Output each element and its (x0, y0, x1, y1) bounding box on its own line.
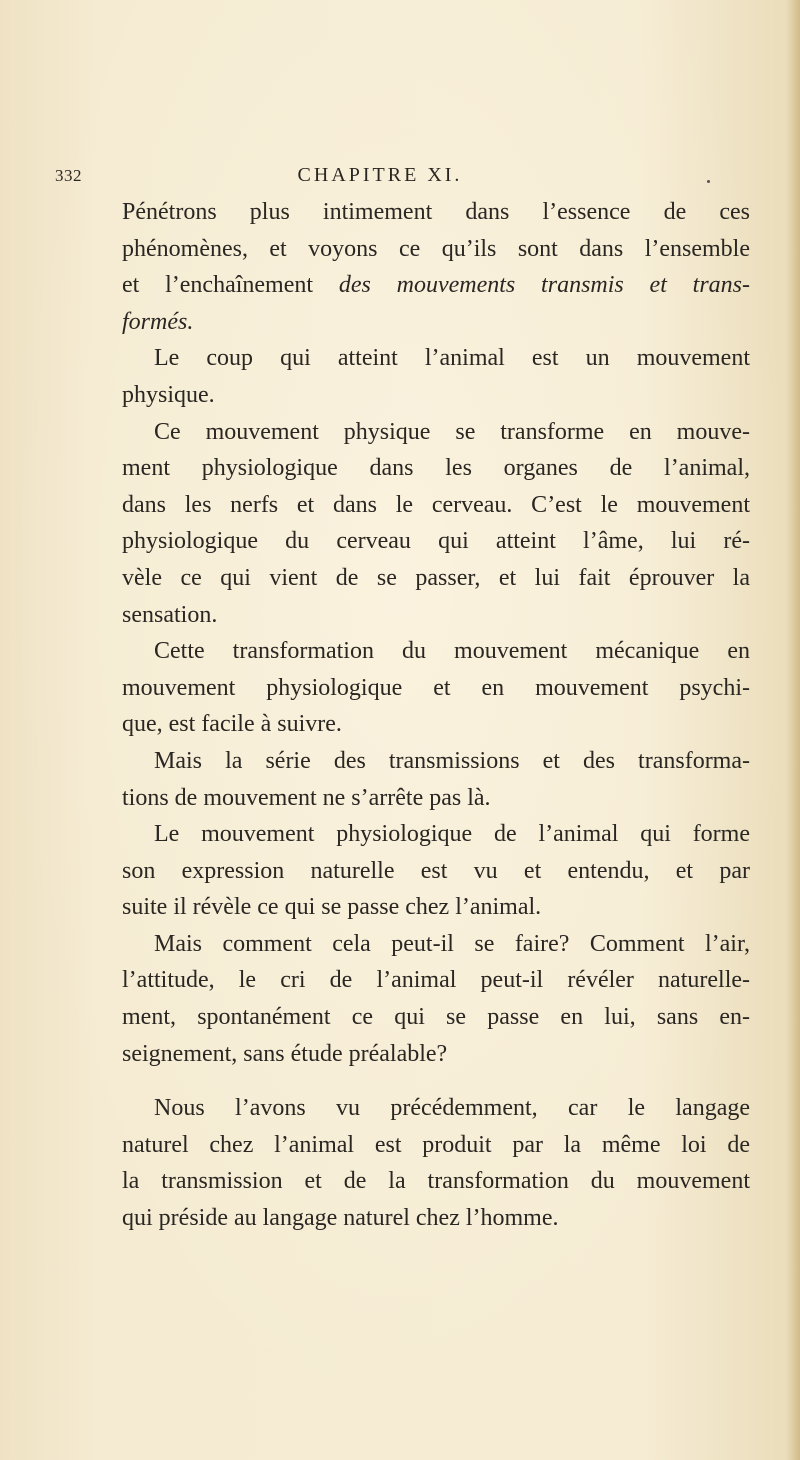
text-line: mouvement physiologique et en mouvement psychi- (122, 674, 750, 701)
text-line: sensation. (122, 601, 218, 628)
text-line: la transmission et de la transformation du mouvement (122, 1168, 750, 1195)
text-line: physique. (122, 381, 215, 408)
text-line: suite il révèle ce qui se passe chez l’animal. (122, 894, 542, 921)
text-line: physiologique du cerveau qui atteint l’âme, lui ré- (122, 528, 750, 555)
text-line: Le mouvement physiologique de l’animal qui forme (154, 821, 750, 848)
text-line: tions de mouvement ne s’arrête pas là. (122, 784, 491, 811)
text-line: formés. (122, 308, 194, 335)
text-line: vèle ce qui vient de se passer, et lui fait éprouver la (122, 564, 750, 591)
text-line (122, 267, 750, 304)
header-dot (707, 180, 710, 183)
text-line: Mais la série des transmissions et des transforma- (154, 747, 750, 774)
text-line: l’attitude, le cri de l’animal peut-il révéler naturelle- (122, 967, 750, 994)
text-line: qui préside au langage naturel chez l’homme. (122, 1205, 559, 1232)
text-line: phénomènes, et voyons ce qu’ils sont dans l’ensemble (122, 235, 750, 262)
text-line: Cette transformation du mouvement mécanique en (154, 638, 750, 665)
text-line: Nous l’avons vu précédemment, car le langage (154, 1095, 750, 1122)
text-line: Ce mouvement physique se transforme en mouve- (154, 418, 750, 445)
page-edge-shadow (786, 0, 800, 1460)
text-run: et l’enchaînement (122, 272, 339, 299)
paragraph-gap (122, 1072, 750, 1090)
page-number: 332 (55, 166, 82, 185)
chapter-title: CHAPITRE XI. (297, 164, 463, 186)
text-line: Mais comment cela peut-il se faire? Comment l’air, (154, 930, 750, 957)
text-line: seignement, sans étude préalable? (122, 1040, 448, 1067)
text-line: Pénétrons plus intimement dans l’essence de ces (122, 199, 750, 225)
text-line: naturel chez l’animal est produit par la même loi de (122, 1131, 750, 1158)
body-text (122, 194, 750, 1237)
text-line: son expression naturelle est vu et entendu, et par (122, 857, 750, 884)
text-line: dans les nerfs et dans le cerveau. C’est le mouvement (122, 491, 750, 518)
text-line: ment, spontanément ce qui se passe en lui, sans en- (122, 1004, 750, 1031)
italic-text-run: des mouvements transmis et trans- (338, 272, 750, 299)
running-header (55, 162, 705, 192)
text-line: que, est facile à suivre. (122, 711, 342, 738)
text-line: ment physiologique dans les organes de l’animal, (122, 455, 750, 482)
text-line: Le coup qui atteint l’animal est un mouvement (154, 345, 750, 372)
